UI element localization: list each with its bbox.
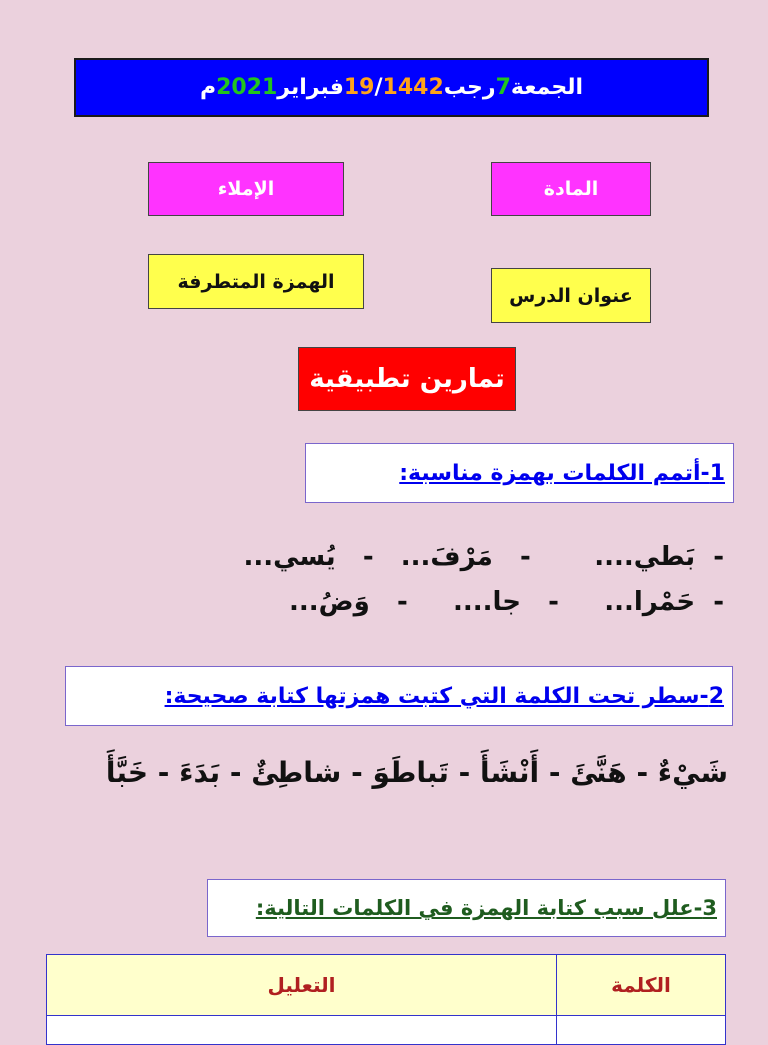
gregorian-suffix: م (199, 75, 217, 100)
day-number: 7 (495, 75, 511, 100)
question-3-title: 3-علل سبب كتابة الهمزة في الكلمات التالية: (207, 879, 726, 937)
date-separator: / (374, 75, 383, 100)
question-1-title: 1-أتمم الكلمات بهمزة مناسبة: (305, 443, 734, 503)
table-header-row (47, 955, 726, 1016)
hijri-month: رجب (443, 75, 496, 100)
question-1-words-line-1: - بَطي.... - مَرْفَ... - يُسي... (243, 542, 724, 572)
column-header-reason: التعليل (47, 955, 557, 1016)
question-2-title: 2-سطر تحت الكلمة التي كتبت همزتها كتابة صحيحة: (65, 666, 733, 726)
column-header-word: الكلمة (557, 955, 726, 1016)
lesson-title-value: الهمزة المتطرفة (148, 254, 364, 309)
subject-label: المادة (491, 162, 651, 216)
question-2-words: شَيْءٌ - هَنَّئَ - أَنْشَأَ - تَباطَوَ - شاطِئٌ - بَدَءَ - خَبَّأَ (105, 756, 728, 789)
date-banner (74, 58, 709, 117)
table-cell-word[interactable] (557, 1016, 726, 1045)
reason-table (46, 954, 726, 1045)
table-cell-reason[interactable] (47, 1016, 557, 1045)
exercises-title: تمارين تطبيقية (298, 347, 516, 411)
subject-value: الإملاء (148, 162, 344, 216)
lesson-title-label: عنوان الدرس (491, 268, 651, 323)
hijri-year: 1442 (382, 75, 444, 100)
gregorian-day: 19 (343, 75, 375, 100)
day-name: الجمعة (510, 75, 584, 100)
question-1-words-line-2: - حَمْرا... - جا.... - وَضُ... (289, 587, 724, 617)
gregorian-month: فبراير (277, 75, 344, 100)
gregorian-year: 2021 (216, 75, 278, 100)
table-row (47, 1016, 726, 1045)
